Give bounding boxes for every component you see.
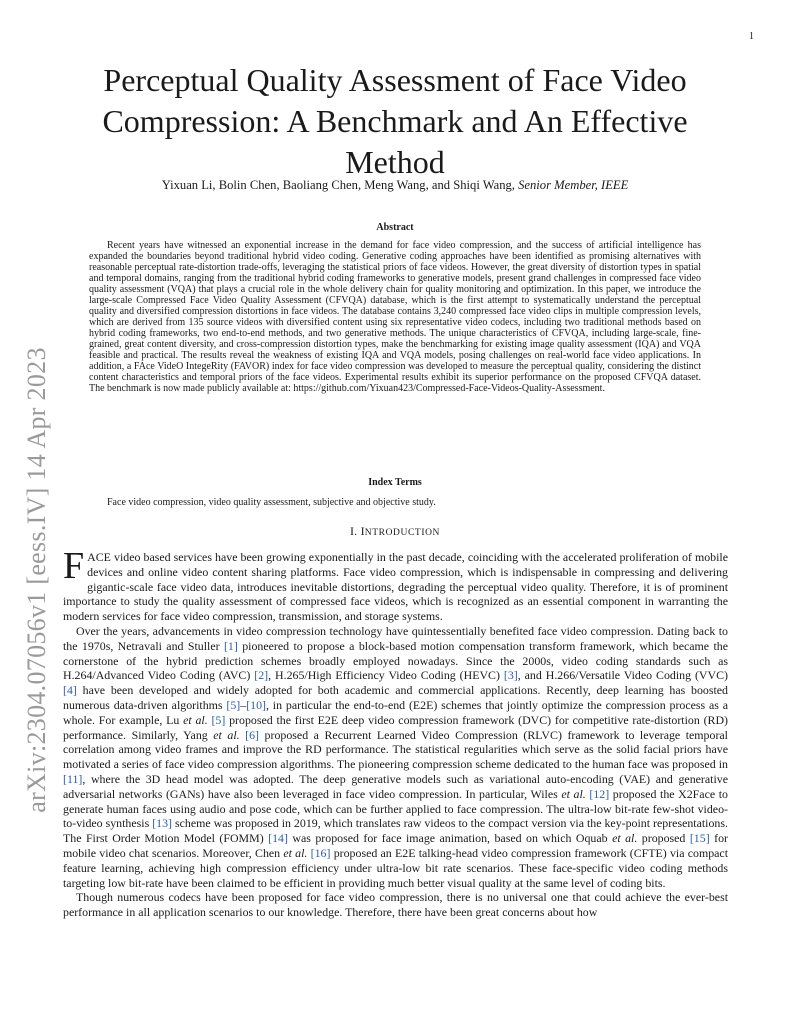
citation-link[interactable]: [1] [223,638,238,653]
et-al: et al. [561,786,586,801]
drop-cap: F [63,545,85,587]
citation-link[interactable]: [16] [310,845,331,860]
et-al: et al. [612,831,638,846]
author-line [85,178,705,193]
arxiv-identifier-stamp: arXiv:2304.07056v1 [eess.IV] 14 Apr 2023 [22,347,51,813]
text-run: , in particular the end-to-end (E2E) schemes that jointly optimize the compression process as a whole. For example, Lu [63,697,728,727]
citation-link[interactable]: [13] [152,816,173,831]
index-terms-text: Face video compression, video quality assessment, subjective and objective study. [107,497,436,508]
et-al: et al. [283,845,308,860]
text-run: – [240,697,247,712]
intro-paragraph-1 [63,545,728,624]
intro-body [63,545,729,920]
page-number: 1 [749,31,754,42]
intro-paragraph-3: Though numerous codecs have been proposed for face video compression, there is no universal one that could achieve the ever-best performance in all application scenarios to our knowledge. Therefore, there have been great concerns about how [63,890,728,920]
paper-title: Perceptual Quality Assessment of Face Video Compression: A Benchmark and An Effective Method [102,62,688,180]
text-run: , where the 3D head model was adopted. The deep generative models such as variational auto-encoding (VAE) and generative adversarial networks (GANs) have also been leveraged in face video compression. In particular, Wiles [63,771,728,801]
text-run: , and H.266/Versatile Video Coding (VVC) [517,668,728,683]
citation-link[interactable]: [5] [226,697,241,712]
citation-link[interactable]: [12] [589,786,610,801]
citation-link[interactable]: [2] [254,668,269,683]
section-title-rest: NTRODUCTION [364,528,441,538]
section-title-initial: I [360,524,365,538]
citation-link[interactable]: [3] [503,668,518,683]
citation-link[interactable]: [4] [63,683,77,698]
text-run: proposed the X2Face to generate human faces using audio and pose code, which can be further applied to face compression. The ultra-low bit-rate few-shot video-to-video synthesis [63,786,728,831]
citation-link[interactable]: [5] [211,712,226,727]
text-run: scheme was proposed in 2019, which translates raw videos to the compact version via the key-point representations. The First Order Motion Model (FOMM) [63,816,728,846]
citation-link[interactable]: [15] [689,831,710,846]
abstract-heading: Abstract [376,222,414,233]
section-number: I. [349,524,358,538]
citation-link[interactable]: [6] [245,727,260,742]
text-run: have been developed and widely adopted for both academic and commercial applications. Recently, deep learning has boosted numerous data-driven algorithms [63,683,728,712]
citation-link[interactable]: [14] [268,831,288,846]
author-membership: Senior Member, IEEE [518,178,629,192]
text-run: pioneered to propose a block-based motion compensation transform framework, which became the cornerstone of the hybrid prediction schemes broadly employed nowadays. Since the 2000s, video coding standards such as H.264/Advanced Video Coding (AVC) [63,638,728,683]
citation-link[interactable]: [10] [246,697,267,712]
citation-link[interactable]: [11] [63,771,83,786]
text-run: proposed an E2E talking-head video compression framework (CFTE) via compact feature learning, achieving high compression efficiency under ultra-low bit rate scenarios. These face-specific video coding methods targeting low bit-rate have been claimed to be efficient in providing much better visual quality at the same level of coding bits. [63,845,729,890]
text-run: , H.265/High Efficiency Video Coding (HEVC) [268,668,504,683]
text-run: proposed [637,831,690,846]
et-al: et al. [183,712,208,727]
index-terms-heading: Index Terms [368,477,422,488]
section-heading-introduction [85,524,705,539]
text-run: proposed a Recurrent Learned Video Compression (RLVC) framework to leverage temporal correlation among video frames and improve the RD performance. The statistical regularities which serve as the solid facial priors have motivated a series of face video compression algorithms. The pioneering compression scheme dedicated to the human face was proposed in [63,727,728,772]
et-al: et al. [213,727,240,742]
text-run: was proposed for face image animation, based on which Oquab [287,831,613,846]
text-run: Over the years, advancements in video compression technology have quintessentially benefited face video compression. Dating back to the 1970s, Netravali and Stuller [63,623,728,653]
intro-paragraph-2 [63,624,728,890]
author-names: Yixuan Li, Bolin Chen, Baoliang Chen, Meng Wang, and Shiqi Wang, [161,178,515,192]
text-run: proposed the first E2E deep video compression framework (DVC) for competitive rate-distortion (RD) performance. Similarly, Yang [63,712,729,742]
intro-paragraph-1-text: ACE video based services have been growing exponentially in the past decade, coinciding with the accelerated proliferation of mobile devices and online video content sharing platforms. Face video compression, which is indispensable in compressing and delivering gigantic-scale face video data, introduces inevitable distortions, degrading the perceptual video quality. Therefore, it is of prominent importance to study the quality assessment of compressed face videos, which is recognized as an essential component in warranting the modern services for face video compression, transmission, and storage systems. [63,550,728,624]
text-run: for mobile video chat scenarios. Moreover, Chen [63,831,728,860]
abstract-text: Recent years have witnessed an exponential increase in the demand for face video compression, and the success of artificial intelligence has expanded the boundaries beyond traditional hybrid video coding. Generative coding approaches have been identified as promising alternatives with reasonable perceptual rate-distortion trade-offs, leveraging the statistical priors of face videos. However, the great diversity of distortion types in spatial and temporal domains, ranging from the traditional hybrid coding frameworks to generative models, present grand challenges in compressed face video quality assessment (VQA) that plays a crucial role in the whole delivery chain for quality monitoring and optimization. In this paper, we introduce the large-scale Compressed Face Video Quality Assessment (CFVQA) database, which is the first attempt to systematically understand the perceptual quality and diversified compression distortions in face videos. The database contains 3,240 compressed face video clips in multiple compression levels, which are derived from 135 source videos with diversified content using six representative video codecs, including two traditional methods based on hybrid coding frameworks, two end-to-end methods, and two generative methods. The unique characteristics of CFVQA, including large-scale, fine-grained, great content diversity, and cross-compression distortion types, make the benchmarking for existing image quality assessment (IQA) and VQA feasible and practical. The results reveal the weakness of existing IQA and VQA models, posing challenges on real-world face video applications. In addition, a FAce VideO IntegeRity (FAVOR) index for face video compression was developed to measure the perceptual quality, considering the distinct content characteristics and temporal priors of the face videos. Experimental results exhibit its superior performance on the proposed CFVQA dataset. The benchmark is now made publicly available at: https://github.com/Yixuan423/Compressed-Face-Videos-Quality-Assessment. [89,240,701,394]
